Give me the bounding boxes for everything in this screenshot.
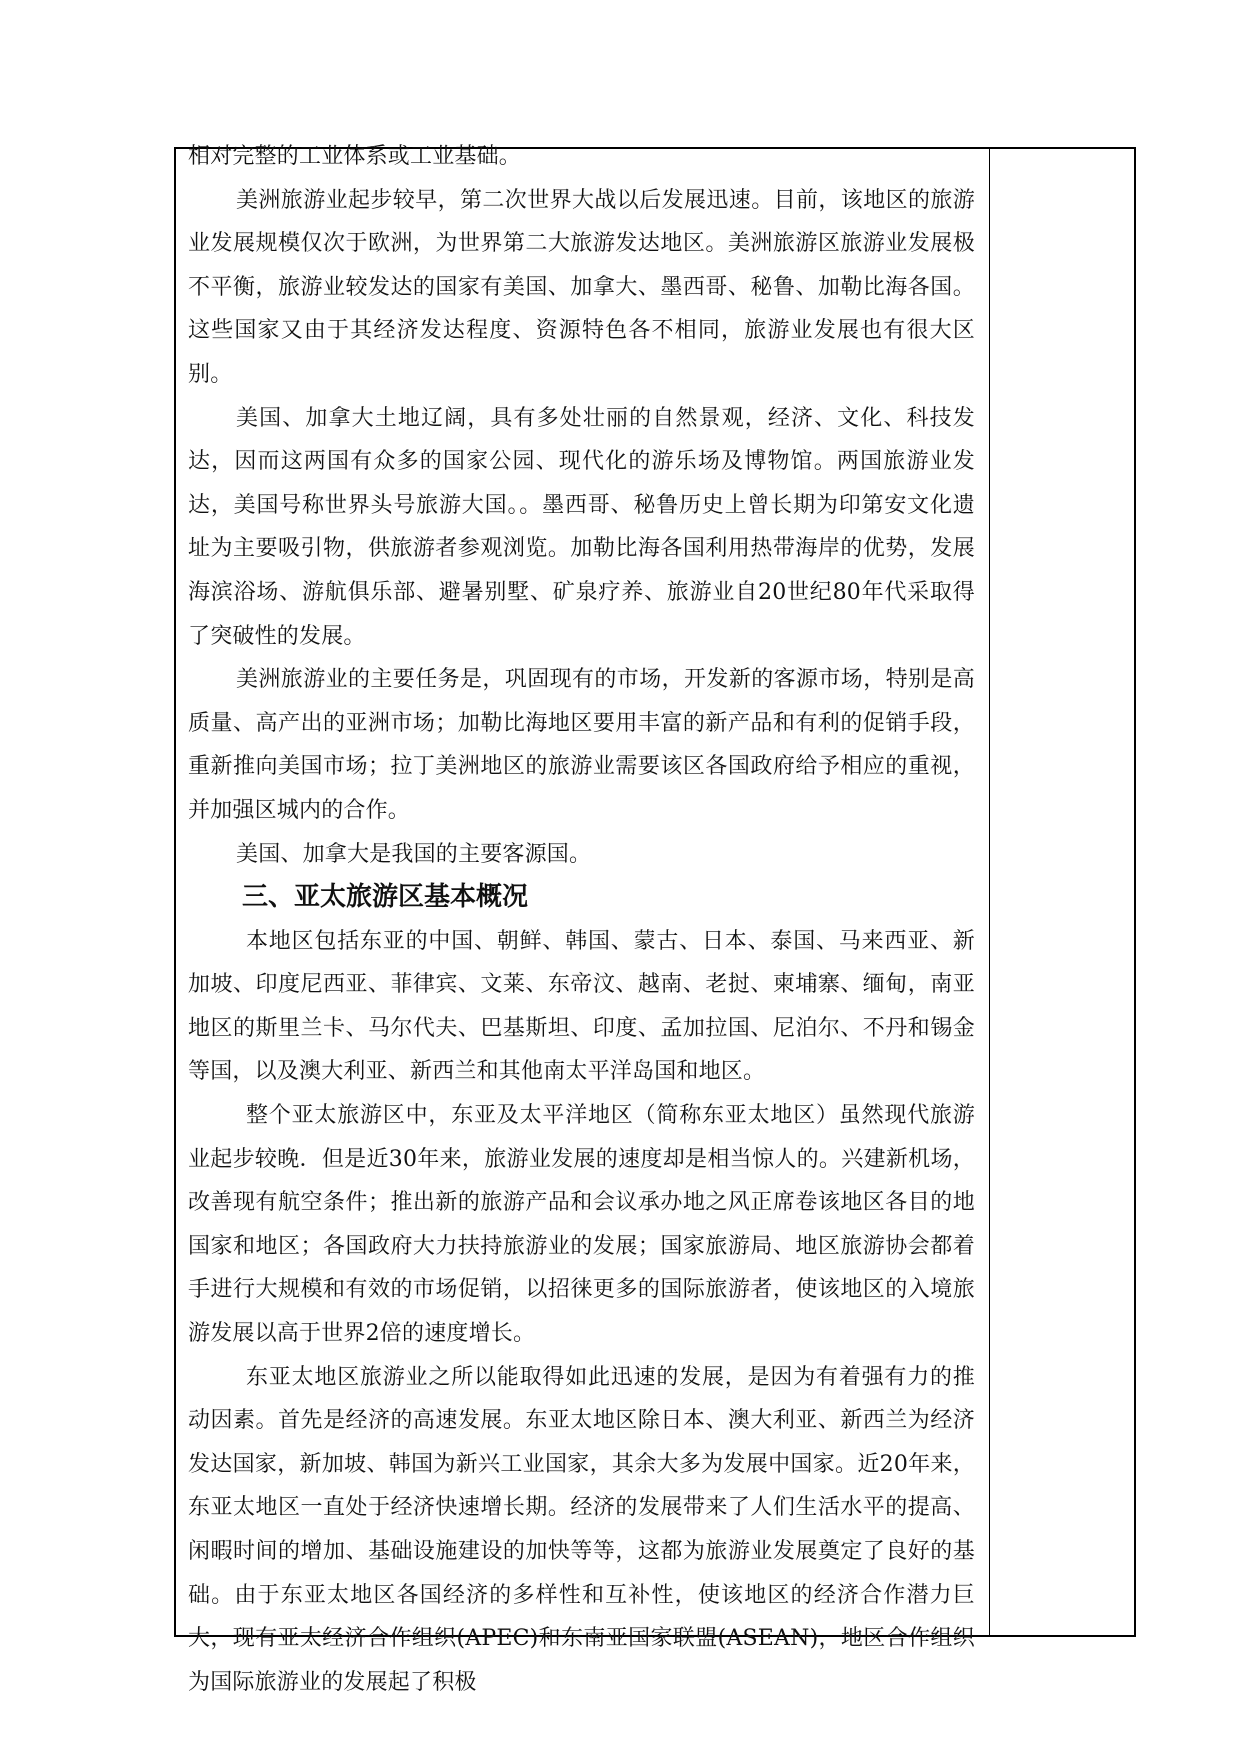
- paragraph-region-scope: 本地区包括东亚的中国、朝鲜、韩国、蒙古、日本、泰国、马来西亚、新加坡、印度尼西亚、菲律宾、文莱、东帝汶、越南、老挝、柬埔寨、缅甸，南亚地区的斯里兰卡、马尔代夫、巴基斯坦、印度、孟加拉国、尼泊尔、不丹和锡金等国，以及澳大利亚、新西兰和其他南太平洋岛国和地区。: [188, 928, 975, 1085]
- paragraph-americas-overview: 美洲旅游业起步较早，第二次世界大战以后发展迅速。目前，该地区的旅游业发展规模仅次于欧洲，为世界第二大旅游发达地区。美洲旅游区旅游业发展极不平衡，旅游业较发达的国家有美国、加拿大、墨西哥、秘鲁、加勒比海各国。这些国家又由于其经济发达程度、资源特色各不相同，旅游业发展也有很大区别。: [188, 187, 975, 387]
- section-heading: 三、亚太旅游区基本概况: [242, 882, 529, 913]
- paragraph-continuation: 相对完整的工业体系或工业基础。: [188, 144, 522, 169]
- content-body: [188, 135, 975, 1704]
- paragraph-source-countries: 美国、加拿大是我国的主要客源国。: [236, 841, 592, 867]
- paragraph-main-tasks: 美洲旅游业的主要任务是，巩固现有的市场，开发新的客源市场，特别是高质量、高产出的亚洲市场；加勒比海地区要用丰富的新产品和有利的促销手段，重新推向美国市场；拉丁美洲地区的旅游业需要该区各国政府给予相应的重视，并加强区城内的合作。: [188, 667, 975, 823]
- document-table: [174, 144, 1136, 1695]
- paragraph-us-canada: 美国、加拿大土地辽阔，具有多处壮丽的自然景观，经济、文化、科技发达，因而这两国有众多的国家公园、现代化的游乐场及博物馆。两国旅游业发达，美国号称世界头号旅游大国。。墨西哥、秘鲁历史上曾长期为印第安文化遗址为主要吸引物，供旅游者参观浏览。加勒比海各国利用热带海岸的优势，发展海滨浴场、游航俱乐部、避暑别墅、矿泉疗养、旅游业自20世纪80年代采取得了突破性的发展。: [188, 405, 975, 649]
- side-cell: [990, 149, 1134, 1635]
- content-cell: [176, 144, 990, 1695]
- paragraph-east-asia-pacific: 整个亚太旅游区中，东亚及太平洋地区（简称东亚太地区）虽然现代旅游业起步较晚．但是近30年来，旅游业发展的速度却是相当惊人的。兴建新机场，改善现有航空条件；推出新的旅游产品和会议承办地之风正席卷该地区各目的地国家和地区；各国政府大力扶持旅游业的发展；国家旅游局、地区旅游协会都着手进行大规模和有效的市场促销，以招徕更多的国际旅游者，使该地区的入境旅游发展以高于世界2倍的速度增长。: [188, 1103, 975, 1347]
- paragraph-driving-factors: 东亚太地区旅游业之所以能取得如此迅速的发展，是因为有着强有力的推动因素。首先是经济的高速发展。东亚太地区除日本、澳大利亚、新西兰为经济发达国家，新加坡、韩国为新兴工业国家，其余大多为发展中国家。近20年来，东亚太地区一直处于经济快速增长期。经济的发展带来了人们生活水平的提高、闲暇时间的增加、基础设施建设的加快等等，这都为旅游业发展奠定了良好的基础。由于东亚太地区各国经济的多样性和互补性，使该地区的经济合作潜力巨大，现有亚太经济合作组织(APEC)和东南亚国家联盟(ASEAN)，地区合作组织为国际旅游业的发展起了积极: [188, 1364, 975, 1695]
